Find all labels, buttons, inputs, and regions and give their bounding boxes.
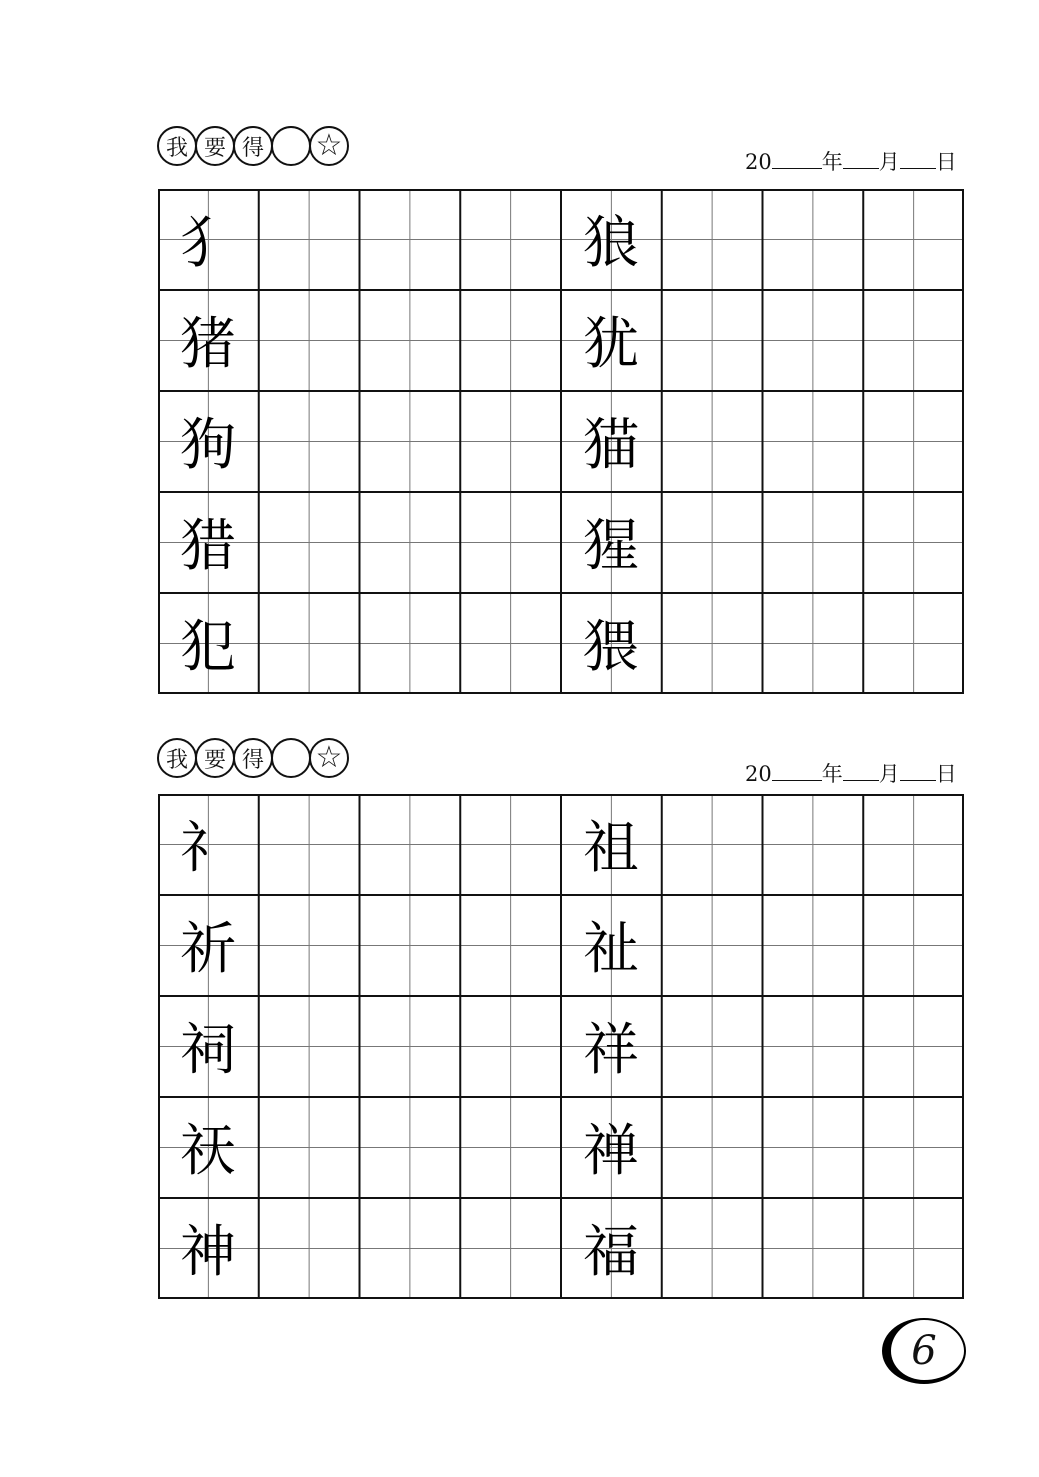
year-label: 年 [821, 150, 843, 174]
month-blank[interactable] [843, 150, 879, 169]
month-label: 月 [878, 762, 900, 786]
day-blank[interactable] [900, 150, 936, 169]
date-prefix: 20 [745, 762, 772, 786]
model-char: 狗 [180, 413, 236, 478]
month-blank[interactable] [843, 762, 879, 781]
goal-circle-blank[interactable] [271, 738, 311, 778]
goal-circle-wo: 我 [157, 126, 197, 166]
model-char: 猩 [583, 514, 639, 579]
date-prefix: 20 [745, 150, 772, 174]
star-icon: ☆ [309, 738, 349, 778]
goal-circle-wo: 我 [157, 738, 197, 778]
day-label: 日 [935, 762, 957, 786]
goal-circle-yao: 要 [195, 126, 235, 166]
year-blank[interactable] [772, 762, 822, 781]
model-char: 猥 [583, 615, 639, 680]
date-field [745, 758, 957, 788]
model-char: 神 [180, 1220, 236, 1285]
date-field [745, 146, 957, 176]
year-label: 年 [821, 762, 843, 786]
model-char: 禅 [583, 1119, 639, 1184]
page-number: 6 [911, 1328, 937, 1374]
goal-circle-yao: 要 [195, 738, 235, 778]
star-icon: ☆ [309, 126, 349, 166]
model-char: 礻 [180, 816, 236, 881]
model-char: 狼 [583, 211, 639, 276]
model-char: 祖 [583, 816, 639, 881]
goal-badge [157, 122, 349, 170]
model-char: 猎 [180, 514, 236, 579]
model-char: 猪 [180, 312, 236, 377]
goal-circle-de: 得 [233, 126, 273, 166]
model-char: 祉 [583, 917, 639, 982]
model-char: 犯 [180, 615, 236, 680]
goal-circle-de: 得 [233, 738, 273, 778]
day-blank[interactable] [900, 762, 936, 781]
goal-badge [157, 734, 349, 782]
day-label: 日 [935, 150, 957, 174]
page-number-badge [882, 1318, 966, 1384]
model-char: 祠 [180, 1018, 236, 1083]
model-char: 祆 [180, 1119, 236, 1184]
model-char: 祈 [180, 917, 236, 982]
model-char: 犹 [583, 312, 639, 377]
model-char: 福 [583, 1220, 639, 1285]
model-char: 犭 [180, 211, 236, 276]
model-char: 祥 [583, 1018, 639, 1083]
model-char: 猫 [583, 413, 639, 478]
goal-circle-blank[interactable] [271, 126, 311, 166]
month-label: 月 [878, 150, 900, 174]
year-blank[interactable] [772, 150, 822, 169]
